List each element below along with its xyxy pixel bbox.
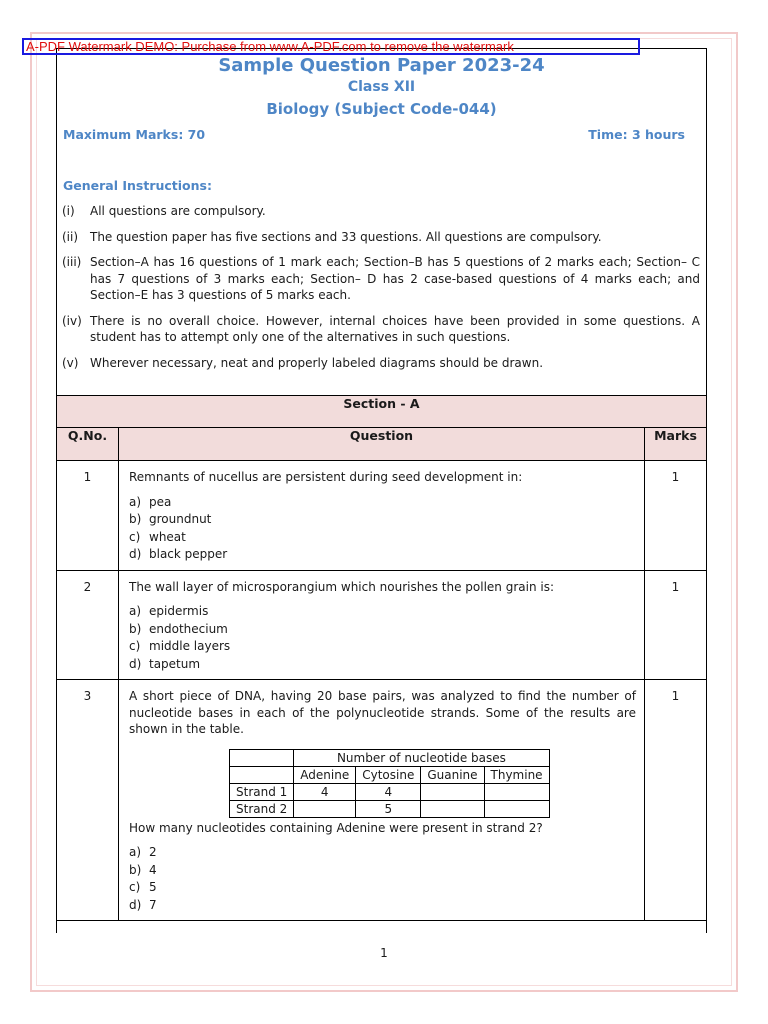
question-cell: [119, 570, 645, 680]
instruction-text: All questions are compulsory.: [90, 204, 266, 218]
column-adenine: Adenine: [294, 766, 356, 783]
option-letter: a): [129, 604, 142, 618]
marks-header: Marks: [645, 428, 707, 461]
option-item: [129, 494, 636, 512]
option-letter: b): [129, 621, 142, 636]
option-text: endothecium: [149, 621, 228, 636]
question-marks: 1: [645, 680, 707, 921]
question-header: Question: [119, 428, 645, 461]
option-letter: c): [129, 880, 141, 894]
table-cell: [294, 800, 356, 817]
instruction-item: [62, 203, 700, 220]
option-letter: b): [129, 512, 142, 526]
row-label: Strand 2: [230, 800, 294, 817]
maximum-marks: Maximum Marks: 70: [63, 127, 206, 142]
instruction-text: Section–A has 16 questions of 1 mark each; Section–B has 5 questions of 2 marks each; Section– C has 7 questions of 3 marks each; Section– D has 2 case-based questions of 4 marks each; and Section–E has 3 questions of 5 marks each.: [90, 255, 700, 302]
question-number: 3: [57, 680, 119, 921]
page-number: 1: [380, 946, 388, 960]
empty-cell: [230, 766, 294, 783]
instruction-item: [62, 254, 700, 304]
option-item: [129, 621, 636, 639]
options-list: [129, 603, 636, 673]
class-label: Class XII: [347, 79, 416, 95]
instruction-item: [62, 355, 700, 372]
option-item: [129, 638, 636, 656]
column-guanine: Guanine: [421, 766, 484, 783]
table-cell: [421, 783, 484, 800]
qno-header: Q.No.: [57, 428, 119, 461]
instruction-number: (i): [62, 204, 75, 218]
instruction-number: (iv): [62, 313, 82, 328]
instruction-number: (v): [62, 355, 79, 370]
question-row: [57, 461, 707, 571]
option-letter: d): [129, 897, 142, 912]
options-list: [129, 844, 636, 914]
nucleotide-table-caption: Number of nucleotide bases: [294, 749, 549, 766]
option-text: 7: [149, 897, 157, 912]
instruction-item: [62, 313, 700, 346]
option-text: pea: [149, 494, 172, 509]
general-instructions-title: General Instructions:: [63, 178, 212, 193]
table-cell: 4: [294, 783, 356, 800]
question-number: 2: [57, 570, 119, 680]
question-text: Remnants of nucellus are persistent during seed development in:: [129, 470, 523, 484]
nucleotide-table: [229, 749, 550, 818]
section-header-row: [57, 396, 707, 428]
instruction-text: The question paper has five sections and 33 questions. All questions are compulsory.: [90, 229, 602, 244]
options-list: [129, 494, 636, 564]
row-label: Strand 1: [230, 783, 294, 800]
question-cell: [119, 680, 645, 921]
questions-table: [56, 395, 707, 921]
option-text: epidermis: [149, 604, 209, 618]
option-text: 5: [149, 880, 157, 894]
option-letter: a): [129, 845, 142, 859]
question-row: [57, 570, 707, 680]
option-letter: d): [129, 547, 142, 561]
option-item: [129, 879, 636, 897]
option-letter: c): [129, 529, 141, 544]
question-cell: [119, 461, 645, 571]
question-number: 1: [57, 461, 119, 571]
question-marks: 1: [645, 570, 707, 680]
table-cell: 5: [356, 800, 421, 817]
instruction-item: [62, 229, 700, 246]
option-item: [129, 511, 636, 529]
instruction-text: Wherever necessary, neat and properly labeled diagrams should be drawn.: [90, 355, 544, 370]
column-header-row: [57, 428, 707, 461]
table-cell: [421, 800, 484, 817]
option-letter: b): [129, 862, 142, 877]
instructions-list: [62, 203, 700, 380]
paper-title: Sample Question Paper 2023-24: [218, 55, 545, 76]
option-text: groundnut: [149, 512, 212, 526]
question-marks: 1: [645, 461, 707, 571]
option-item: [129, 529, 636, 547]
subject-label: Biology (Subject Code-044): [266, 100, 497, 118]
option-text: 4: [149, 862, 157, 877]
instruction-number: (iii): [62, 255, 82, 269]
option-letter: a): [129, 494, 142, 509]
option-text: tapetum: [149, 656, 201, 671]
table-cell: 4: [356, 783, 421, 800]
option-item: [129, 603, 636, 621]
table-cell: [484, 800, 549, 817]
question-text: The wall layer of microsporangium which nourishes the pollen grain is:: [129, 579, 555, 594]
option-item: [129, 844, 636, 862]
option-text: black pepper: [149, 547, 228, 561]
instruction-number: (ii): [62, 229, 79, 244]
question-row: [57, 680, 707, 921]
option-letter: d): [129, 656, 142, 671]
column-thymine: Thymine: [484, 766, 549, 783]
instruction-text: There is no overall choice. However, internal choices have been provided in some questions. A student has to attempt only one of the alternatives in such questions.: [90, 313, 700, 344]
option-text: 2: [149, 845, 157, 859]
table-cell: [484, 783, 549, 800]
time-allowed: Time: 3 hours: [588, 127, 685, 142]
option-item: [129, 862, 636, 880]
option-text: wheat: [149, 529, 186, 544]
watermark-banner[interactable]: A-PDF Watermark DEMO: Purchase from www.A-PDF.com to remove the watermark: [22, 38, 640, 55]
option-item: [129, 656, 636, 674]
option-item: [129, 546, 636, 564]
followup-question: How many nucleotides containing Adenine were present in strand 2?: [129, 820, 543, 835]
section-title: Section - A: [57, 396, 707, 428]
empty-cell: [230, 749, 294, 766]
option-item: [129, 897, 636, 915]
option-text: middle layers: [149, 639, 231, 653]
option-letter: c): [129, 639, 141, 653]
column-cytosine: Cytosine: [356, 766, 421, 783]
question-text: A short piece of DNA, having 20 base pairs, was analyzed to find the number of nucleotide bases in each of the polynucleotide strands. Some of the results are shown in the table.: [129, 689, 636, 736]
